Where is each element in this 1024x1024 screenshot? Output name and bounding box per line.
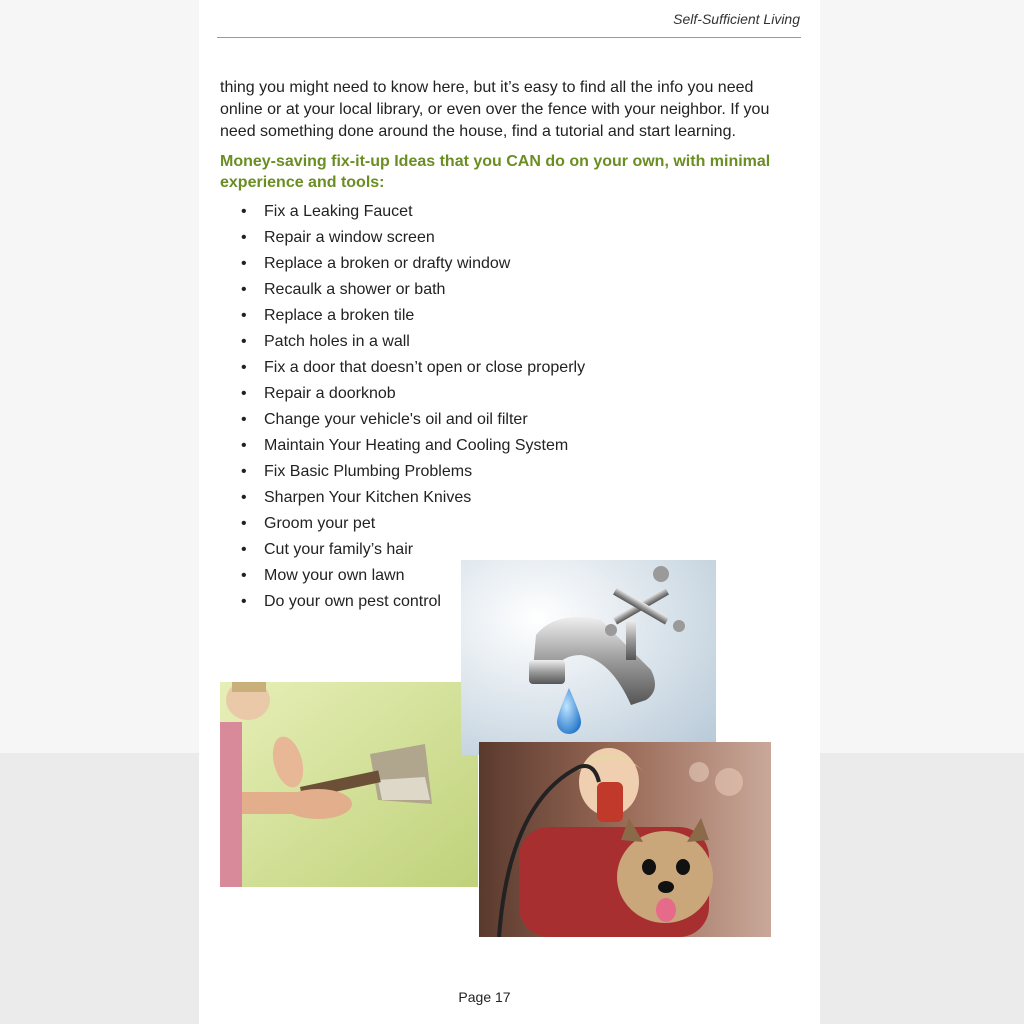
list-item: • Maintain Your Heating and Cooling System xyxy=(220,433,790,459)
list-item: • Fix Basic Plumbing Problems xyxy=(220,459,790,485)
list-item: • Cut your family’s hair xyxy=(220,537,790,563)
list-item: • Mow your own lawn xyxy=(220,563,790,589)
list-item: • Fix a Leaking Faucet xyxy=(220,199,790,225)
list-item: • Replace a broken or drafty window xyxy=(220,251,790,277)
body-content xyxy=(220,77,790,615)
list-item: • Repair a doorknob xyxy=(220,381,790,407)
list-item: • Patch holes in a wall xyxy=(220,329,790,355)
list-item: • Groom your pet xyxy=(220,511,790,537)
list-item: • Recaulk a shower or bath xyxy=(220,277,790,303)
intro-paragraph: thing you might need to know here, but it’s easy to find all the info you need online or at your local library, or even over the fence with your neighbor. If you need something done around the house, find a tutorial and start learning. xyxy=(220,79,770,140)
document-page xyxy=(199,0,820,1024)
page-number: Page 17 xyxy=(458,989,511,1005)
wall-patching-photo xyxy=(220,682,478,887)
list-item: • Replace a broken tile xyxy=(220,303,790,329)
list-item: • Sharpen Your Kitchen Knives xyxy=(220,485,790,511)
running-header: Self-Sufficient Living xyxy=(673,11,800,27)
list-item: • Repair a window screen xyxy=(220,225,790,251)
dripping-faucet-photo xyxy=(461,560,716,755)
list-item: • Do your own pest control xyxy=(220,589,790,615)
fix-it-list xyxy=(220,199,790,615)
list-item: • Fix a door that doesn’t open or close properly xyxy=(220,355,790,381)
dog-grooming-photo xyxy=(479,742,771,937)
header-rule xyxy=(217,37,801,38)
section-subheading: Money-saving fix-it-up Ideas that you CAN do on your own, with minimal experience and tools: xyxy=(220,153,771,191)
list-item: • Change your vehicle's oil and oil filter xyxy=(220,407,790,433)
